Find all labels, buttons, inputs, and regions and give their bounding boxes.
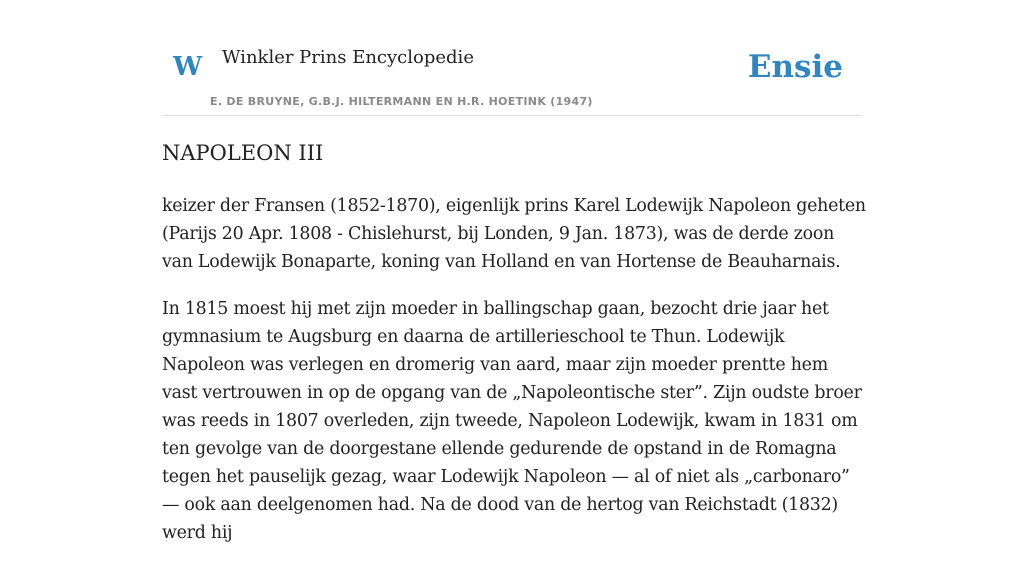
ensie-brand-logo[interactable]: Ensie bbox=[747, 49, 843, 85]
entry-body bbox=[162, 192, 867, 566]
entry-title: NAPOLEON III bbox=[162, 141, 324, 165]
entry-paragraph: In 1815 moest hij met zijn moeder in ballingschap gaan, bezocht drie jaar het gymnasium te Augsburg en daarna de artillerieschool te Thun. Lodewijk Napoleon was verlegen en dromerig van aard, maar zijn moeder prentte hem vast vertrouwen in op de opgang van de „Napoleontische ster”. Zijn oudste broer was reeds in 1807 overleden, zijn tweede, Napoleon Lodewijk, kwam in 1831 om ten gevolge van de doorgestane ellende gedurende de opstand in de Romagna tegen het pauselijk gezag, waar Lodewijk Napoleon — al of niet als „carbonaro” — ook aan deelgenomen had. Na de dood van de hertog van Reichstadt (1832) werd hij bbox=[162, 299, 862, 543]
source-title-link[interactable]: Winkler Prins Encyclopedie bbox=[222, 47, 474, 68]
winkler-prins-logo-icon: W bbox=[173, 52, 203, 82]
entry-paragraph: keizer der Fransen (1852-1870), eigenlijk prins Karel Lodewijk Napoleon geheten (Parijs 20 Apr. 1808 - Chislehurst, bij Londen, 9 Jan. 1873), was de derde zoon van Lodewijk Bonaparte, koning van Holland en van Hortense de Beauharnais. bbox=[162, 196, 866, 272]
source-header bbox=[162, 40, 862, 116]
source-authors: E. DE BRUYNE, G.B.J. HILTERMANN EN H.R. HOETINK (1947) bbox=[210, 95, 593, 108]
